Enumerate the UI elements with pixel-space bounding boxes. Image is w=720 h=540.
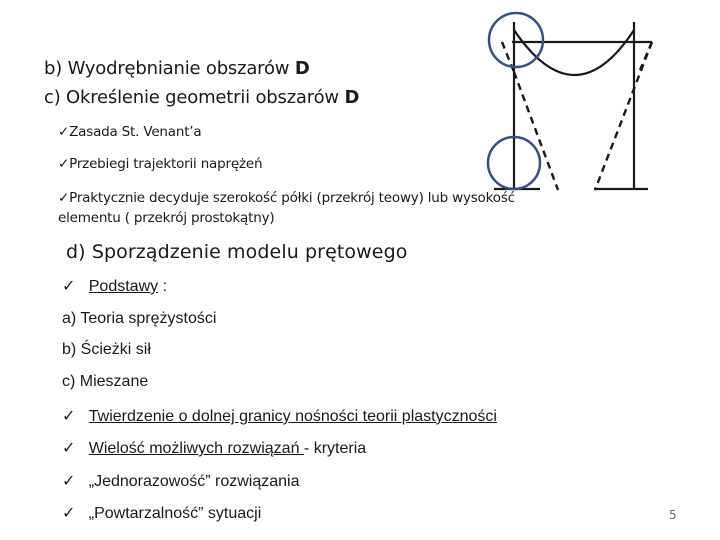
check-icon: ✓ [62,406,76,425]
bullet-polka [58,190,515,206]
bullet-venant [58,124,201,140]
item-podstawy-suffix: : [158,278,168,295]
check-icon: ✓ [58,124,70,140]
item-jednorazowosc-text: „Jednorazowość” rozwiązania [88,473,300,490]
bullet-trajektorie-text: Przebiegi trajektorii naprężeń [69,156,263,172]
item-wielosc-text: Wielość możliwych rozwiązań [88,440,304,457]
top-arch [514,30,634,75]
item-podstawy-label: Podstawy [88,278,159,295]
line-b [44,58,310,79]
check-icon: ✓ [62,471,76,490]
check-icon: ✓ [62,503,76,522]
check-icon: ✓ [58,156,70,172]
item-a: a) Teoria sprężystości [62,310,217,327]
item-twierdzenie [62,406,497,426]
item-powtarzalnosc [62,503,261,523]
item-twierdzenie-text: Twierdzenie o dolnej granicy nośności teorii plastyczności [88,408,497,425]
bullet-trajektorie [58,156,262,172]
bullet-polka-cont: elementu ( przekrój prostokątny) [58,210,275,226]
line-c-bold: D [344,87,360,108]
item-b: b) Ścieżki sił [62,341,151,358]
check-icon: ✓ [62,276,76,295]
line-c-text: c) Określenie geometrii obszarów [44,87,345,108]
line-b-bold: D [294,58,310,79]
item-wielosc-suffix: - kryteria [303,440,367,457]
item-wielosc [62,438,366,458]
check-icon: ✓ [62,438,76,457]
section-d-title: d) Sporządzenie modelu prętowego [66,241,408,263]
bullet-venant-text: Zasada St. Venant’a [69,124,202,140]
item-jednorazowosc [62,471,300,491]
page-number: 5 [669,508,677,522]
highlight-circle-top [489,13,543,67]
line-b-text: b) Wyodrębnianie obszarów [44,58,295,79]
item-c: c) Mieszane [62,373,149,390]
item-powtarzalnosc-text: „Powtarzalność” sytuacji [88,505,262,522]
dashed-left-strut [514,72,558,190]
line-c [44,87,359,108]
bullet-polka-text: Praktycznie decyduje szerokość półki (przekrój teowy) lub wysokość [69,190,515,206]
check-icon: ✓ [58,190,70,206]
item-podstawy [62,276,167,296]
